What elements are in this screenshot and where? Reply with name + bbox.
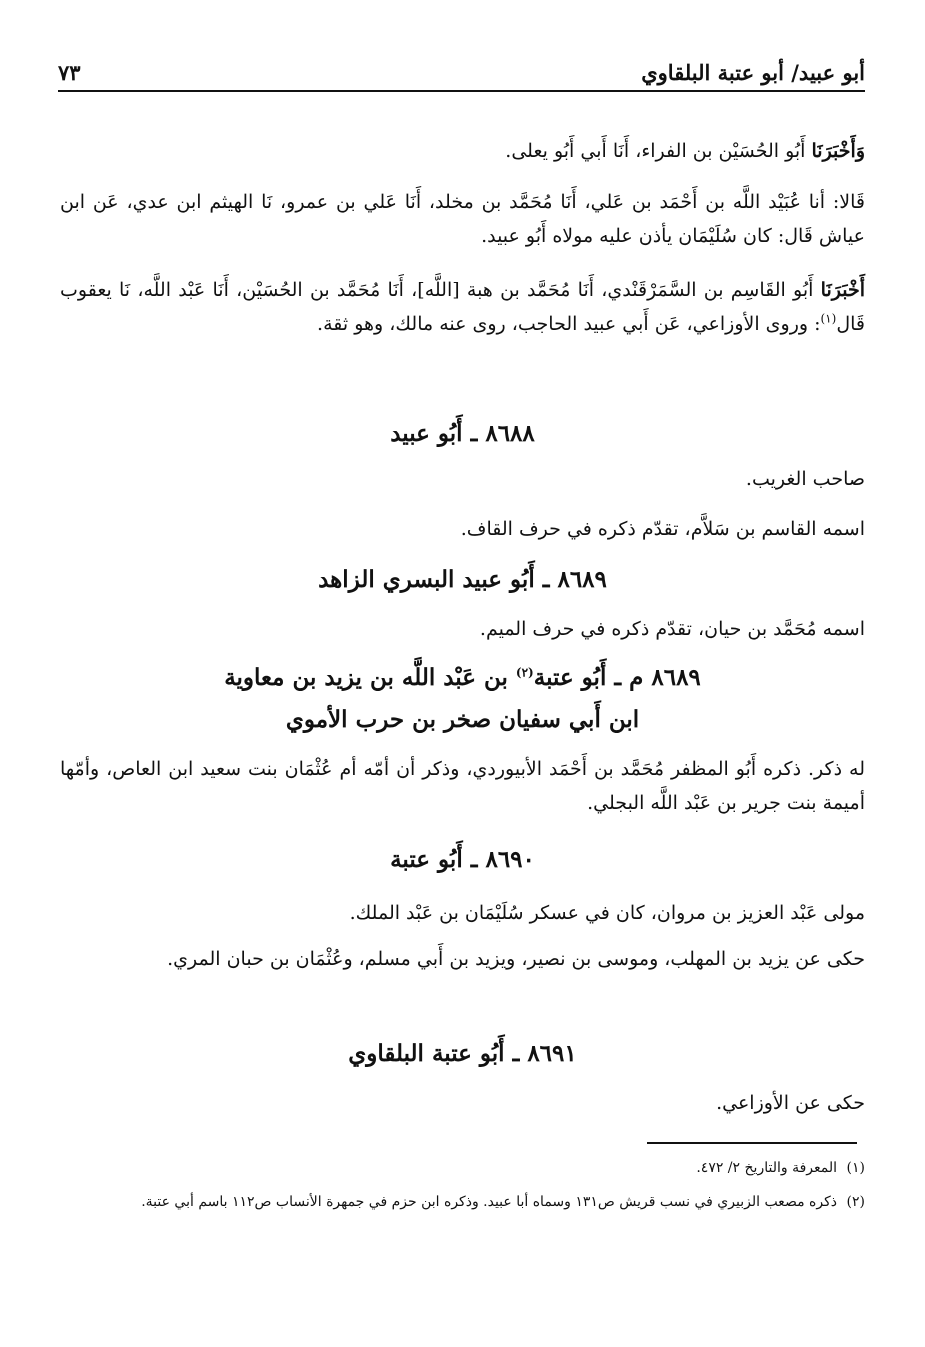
paragraph-text: قَالا: أنا عُبَيْد اللَّه بن أَحْمَد بن عَلي، أَنَا مُحَمَّد بن مخلد، أَنَا عَلي بن عمرو، نَا الهيثم ابن عدي، عَن ابن عياش قَال: كان سُلَيْمَان يأذن عليه مولاه أَبُو عبيد. [60,191,865,247]
footnote-ref: (٢) [515,665,534,680]
footnote-marker: (٢) [846,1194,865,1210]
footnote-divider [647,1142,857,1144]
footnote-1 [60,1156,865,1180]
entry-heading-8690: ٨٦٩٠ ـ أَبُو عتبة [390,846,535,873]
entry-heading-8689m-line2: ابن أَبي سفيان صخر بن حرب الأموي [285,706,640,733]
entry-heading-8691: ٨٦٩١ ـ أَبُو عتبة البلقاوي [348,1040,577,1067]
paragraph-2 [60,185,865,253]
footnote-text: ذكره مصعب الزبيري في نسب قريش ص١٣١ وسماه أبا عبيد. وذكره ابن حزم في جمهرة الأنساب ص١١٢ باسم أبي عتبة. [141,1194,837,1210]
entry-line: مولى عَبْد العزيز بن مروان، كان في عسكر سُلَيْمَان بن عَبْد الملك. [349,902,865,924]
footnote-marker: (١) [846,1160,865,1176]
heading-part: ٨٦٨٩ م ـ أَبُو عتبة [533,664,701,691]
paragraph-1 [60,134,865,168]
entry-line: حكى عن يزيد بن المهلب، وموسى بن نصير، ويزيد بن أَبي مسلم، وعُثْمَان بن حبان المري. [167,948,865,970]
entry-line: صاحب الغريب. [745,468,865,490]
footnote-text: المعرفة والتاريخ ٢/ ٤٧٢. [696,1160,837,1176]
paragraph-text: أَبُو الحُسَيْن بن الفراء، أَنَا أَبي أَبُو يعلى. [505,140,812,162]
heading-part: بن عَبْد اللَّه بن يزيد بن معاوية [224,664,516,691]
footnote-ref: (١) [820,311,837,326]
running-title: أبو عبيد/ أبو عتبة البلقاوي [641,60,865,85]
paragraph-lead: وَأَخْبَرَنَا [811,140,865,162]
entry-line: اسمه مُحَمَّد بن حيان، تقدّم ذكره في حرف الميم. [479,618,865,640]
page-header [58,58,865,92]
entry-heading-8688: ٨٦٨٨ ـ أَبُو عبيد [390,420,535,447]
page-number: ٧٣ [58,60,81,85]
paragraph-3 [60,273,865,341]
paragraph-text: أَبُو القَاسِم بن السَّمَرْقَنْدي، أَنَا مُحَمَّد بن هبة [اللَّه]، أَنَا مُحَمَّد بن الحُسَيْن، أَنَا عَبْد اللَّه، نَا يعقوب قَال [60,279,865,335]
paragraph-text: : وروى الأوزاعي، عَن أَبي عبيد الحاجب، روى عنه مالك، وهو ثقة. [317,313,821,335]
entry-heading-8689m-line1 [60,664,865,691]
entry-heading-8689: ٨٦٨٩ ـ أَبُو عبيد البسري الزاهد [318,566,607,593]
paragraph-lead: أَخْبَرَنَا [820,279,865,301]
entry-line: اسمه القاسم بن سَلاَّم، تقدّم ذكره في حرف القاف. [460,518,865,540]
entry-line: له ذكر. ذكره أَبُو المظفر مُحَمَّد بن أَحْمَد الأبيوردي، وذكر أن أمّه أم عُثْمَان بنت سعيد ابن العاص، وأمّها أميمة بنت جرير بن عَبْد اللَّه البجلي. [60,758,865,814]
footnote-2 [60,1190,865,1214]
entry-line: حكى عن الأوزاعي. [716,1092,865,1114]
